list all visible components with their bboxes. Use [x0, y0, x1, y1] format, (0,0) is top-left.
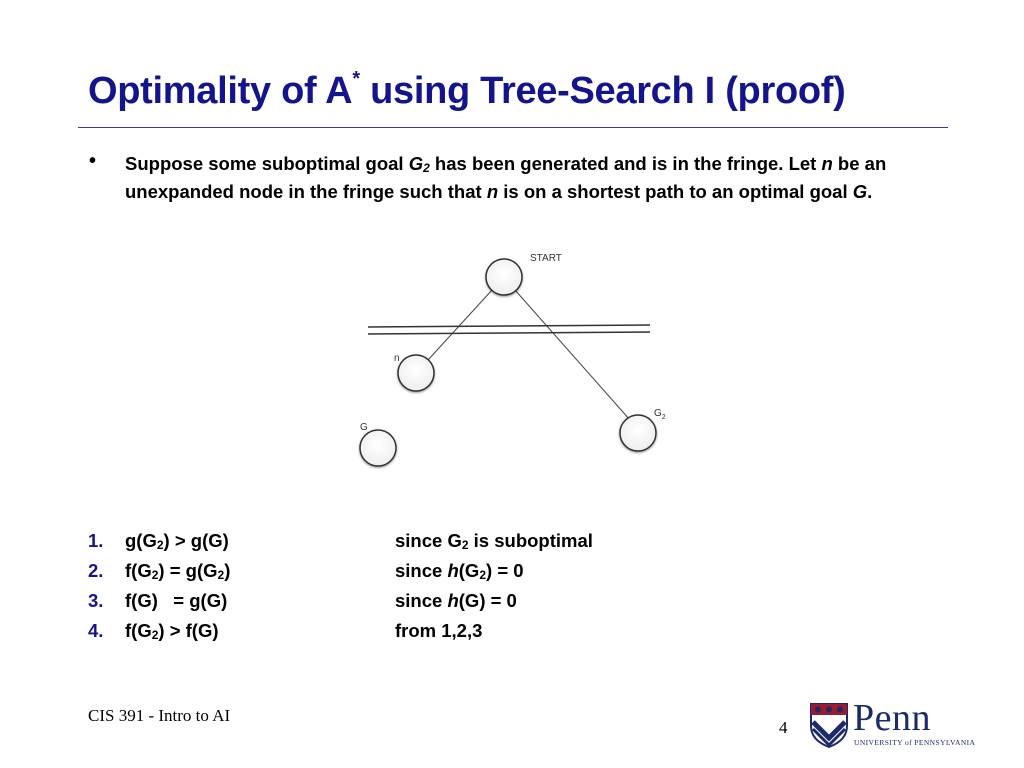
fringe-line-lower: [368, 332, 650, 334]
search-tree-diagram: [340, 245, 680, 475]
step-lhs: f(G) = g(G): [125, 590, 228, 611]
step-number: 3.: [88, 590, 104, 611]
bullet-dot-icon: •: [89, 150, 97, 172]
node-n: [398, 355, 434, 391]
g-label: G: [360, 422, 368, 433]
title-divider: [78, 127, 948, 128]
slide-title: Optimality of A* using Tree-Search I (proof): [88, 68, 846, 112]
edge-start-n: [428, 290, 492, 360]
step-justification: since $G_2$ is suboptimal: [395, 530, 593, 552]
node-g2: [620, 415, 656, 451]
step-number: 2.: [88, 560, 104, 581]
penn-logo: [809, 697, 976, 753]
step-lhs: $f(G_2) > f(G)$: [125, 620, 219, 642]
step-justification: from 1,2,3: [395, 620, 483, 641]
fringe-line-upper: [368, 325, 650, 327]
node-start: [486, 259, 522, 295]
penn-wordmark: Penn: [853, 697, 931, 739]
step-lhs: $g(G_2) > g(G)$: [125, 530, 229, 552]
step-number: 1.: [88, 530, 104, 551]
edge-start-g2: [515, 290, 630, 420]
step-justification: since $h(G_2) = 0$: [395, 560, 524, 582]
penn-shield-icon: [809, 702, 849, 748]
page-number: 4: [779, 718, 788, 737]
g2-label: $G_2$: [654, 408, 666, 421]
step-number: 4.: [88, 620, 104, 641]
penn-tagline: UNIVERSITY of PENNSYLVANIA: [854, 738, 976, 747]
start-label: START: [530, 253, 562, 264]
step-lhs: $f(G_2) = g(G_2)$: [125, 560, 231, 582]
step-justification: since h(G) = 0: [395, 590, 517, 611]
n-label: n: [394, 353, 400, 364]
bullet-text: Suppose some suboptimal goal $G_2$ has been generated and is in the fringe. Let n be an unexpanded node in the fringe such that n is on a shortest path to an optimal goal G.: [125, 153, 887, 202]
node-g: [360, 430, 396, 466]
course-footer: CIS 391 - Intro to AI: [88, 706, 231, 725]
